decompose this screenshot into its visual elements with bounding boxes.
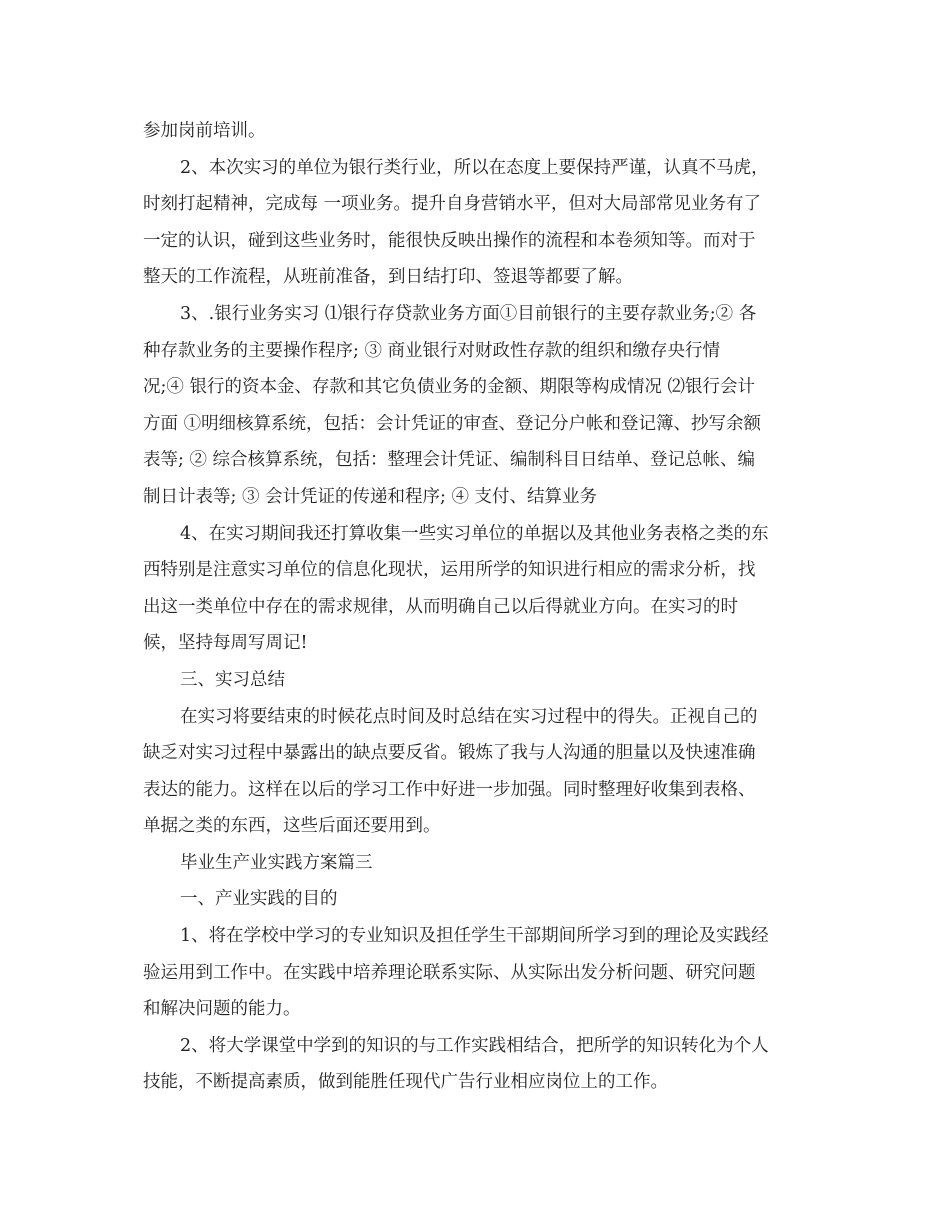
- text-line: 方面 ①明细核算系统，包括：会计凭证的审查、登记分户帐和登记簿、抄写余额: [143, 413, 762, 434]
- text-line: 表达的能力。这样在以后的学习工作中好进一步加强。同时整理好收集到表格、: [143, 779, 756, 800]
- text-line: 表等; ② 综合核算系统，包括：整理会计凭证、编制科目日结单、登记总帐、编: [143, 450, 756, 471]
- text-line: 1、将在学校中学习的专业知识及担任学生干部期间所学习到的理论及实践经: [180, 926, 769, 947]
- text-line: 况;④ 银行的资本金、存款和其它负债业务的金额、期限等构成情况 ⑵银行会计: [143, 377, 756, 398]
- section-title: 毕业生产业实践方案篇三: [180, 852, 373, 873]
- text-line: 制日计表等; ③ 会计凭证的传递和程序; ④ 支付、结算业务: [143, 486, 598, 507]
- text-line: 时刻打起精神，完成每 一项业务。提升自身营销水平，但对大局部常见业务有了: [143, 194, 762, 215]
- text-line: 整天的工作流程，从班前准备，到日结打印、签退等都要了解。: [143, 267, 633, 288]
- text-line: 缺乏对实习过程中暴露出的缺点要反省。锻炼了我与人沟通的胆量以及快速准确: [143, 743, 756, 764]
- section-heading: 一、产业实践的目的: [180, 889, 338, 910]
- text-line: 3、.银行业务实习 ⑴银行存贷款业务方面①目前银行的主要存款业务;② 各: [180, 303, 757, 324]
- text-line: 单据之类的东西，这些后面还要用到。: [143, 816, 441, 837]
- text-line: 一定的认识，碰到这些业务时，能很快反映出操作的流程和本卷须知等。而对于: [143, 230, 756, 251]
- text-line: 出这一类单位中存在的需求规律，从而明确自己以后得就业方向。在实习的时: [143, 596, 738, 617]
- text-line: 西特别是注意实习单位的信息化现状，运用所学的知识进行相应的需求分析，找: [143, 560, 756, 581]
- text-line: 2、本次实习的单位为银行类行业，所以在态度上要保持严谨，认真不马虎，: [180, 157, 769, 178]
- text-line: 4、在实习期间我还打算收集一些实习单位的单据以及其他业务表格之类的东: [180, 523, 769, 544]
- text-line: 参加岗前培训。: [143, 121, 266, 141]
- text-line: 候，坚持每周写周记!: [143, 633, 308, 654]
- text-line: 2、将大学课堂中学到的知识的与工作实践相结合，把所学的知识转化为个人: [180, 1035, 769, 1056]
- section-heading: 三、实习总结: [180, 669, 285, 690]
- text-line: 种存款业务的主要操作程序; ③ 商业银行对财政性存款的组织和缴存央行情: [143, 340, 721, 361]
- text-line: 在实习将要结束的时候花点时间及时总结在实习过程中的得失。正视自己的: [180, 706, 758, 727]
- text-line: 验运用到工作中。在实践中培养理论联系实际、从实际出发分析问题、研究问题: [143, 962, 756, 983]
- text-line: 和解决问题的能力。: [143, 999, 301, 1020]
- text-line: 技能，不断提高素质，做到能胜任现代广告行业相应岗位上的工作。: [143, 1072, 668, 1093]
- document-body: [143, 113, 813, 1101]
